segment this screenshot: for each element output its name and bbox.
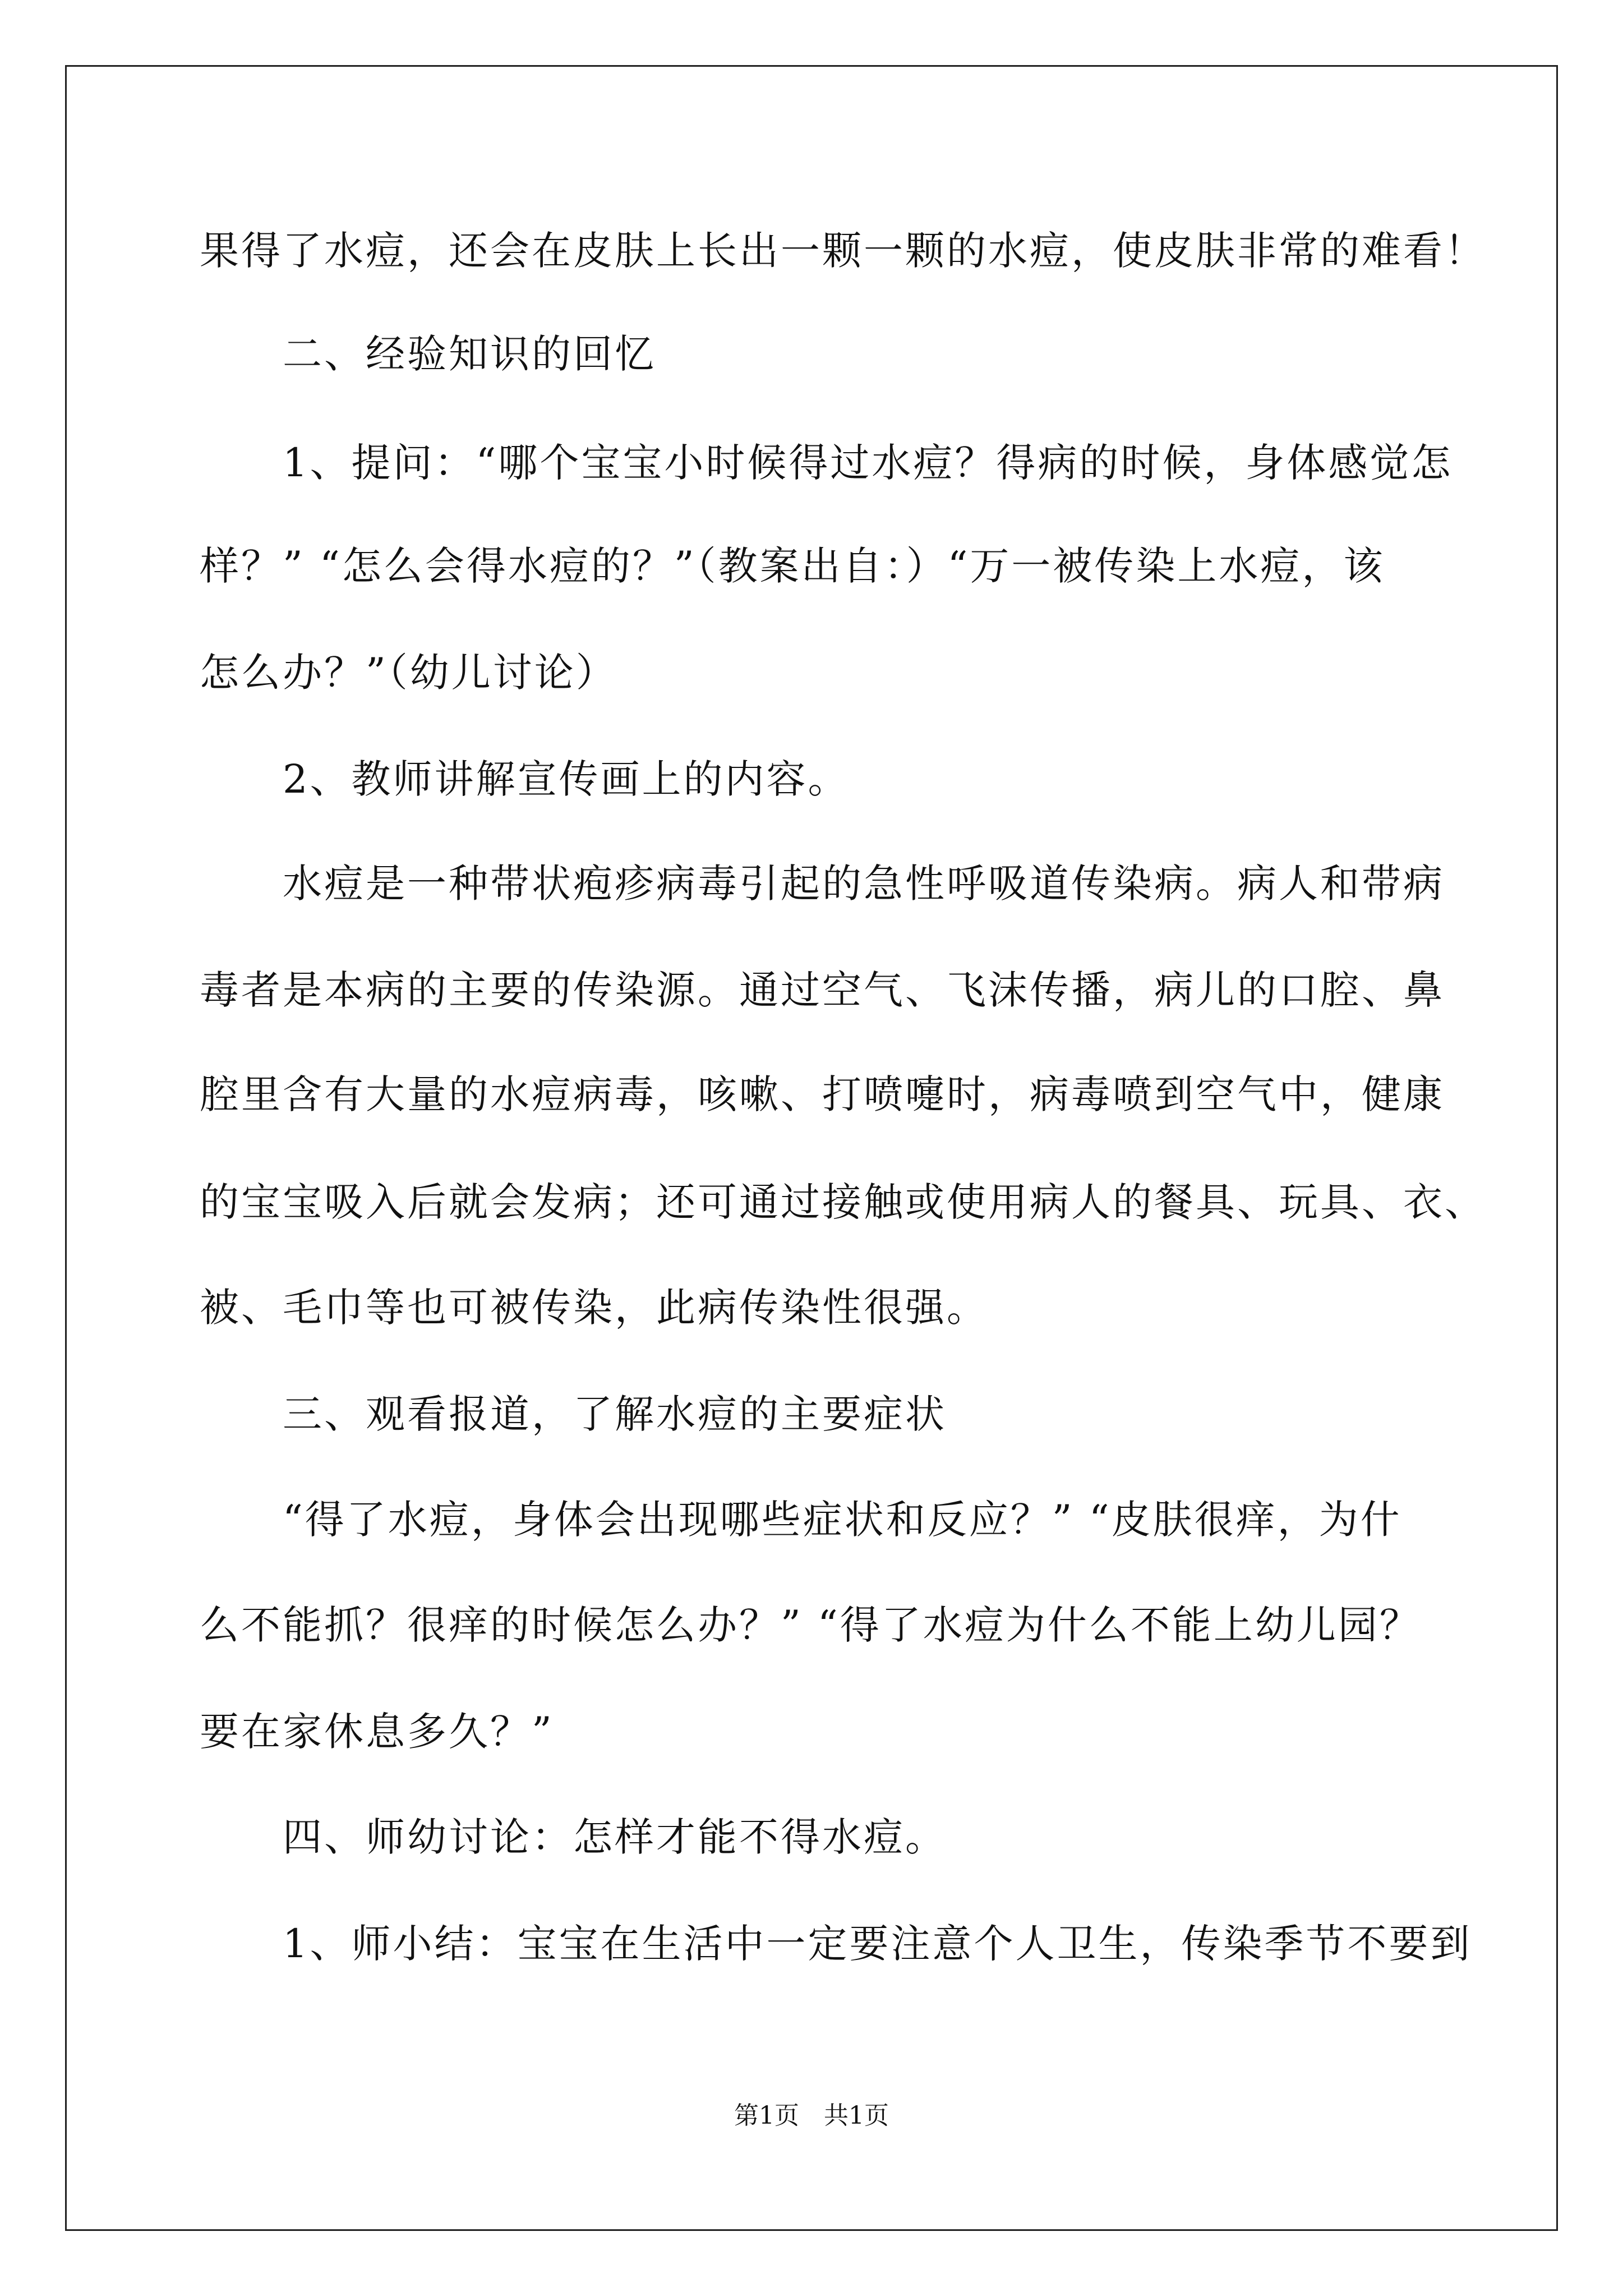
text-line: 毒者是本病的主要的传染源。通过空气、飞沫传播，病儿的口腔、鼻 xyxy=(200,967,1445,1013)
text-line: 要在家休息多久？” xyxy=(200,1709,554,1755)
text-line: 的宝宝吸入后就会发病；还可通过接触或使用病人的餐具、玩具、衣、 xyxy=(200,1179,1486,1225)
text-line: 腔里含有大量的水痘病毒，咳嗽、打喷嚏时，病毒喷到空气中，健康 xyxy=(200,1071,1445,1117)
page-footer: 第1页 共1页 xyxy=(734,2101,889,2130)
text-line: 1、提问：“哪个宝宝小时候得过水痘？得病的时候，身体感觉怎 xyxy=(283,440,1453,486)
text-line: 2、教师讲解宣传画上的内容。 xyxy=(283,756,850,802)
text-line: 样？” “怎么会得水痘的？”（教案出自：）“万一被传染上水痘，该 xyxy=(200,543,1385,589)
text-line: 怎么办？”（幼儿讨论） xyxy=(200,650,617,696)
page-border xyxy=(65,65,1558,2231)
section-heading: 三、观看报道，了解水痘的主要症状 xyxy=(283,1391,947,1437)
text-line: 么不能抓？很痒的时候怎么办？” “得了水痘为什么不能上幼儿园？ xyxy=(200,1602,1421,1648)
text-line: 水痘是一种带状疱疹病毒引起的急性呼吸道传染病。病人和带病 xyxy=(283,861,1445,907)
text-line: 果得了水痘，还会在皮肤上长出一颗一颗的水痘，使皮肤非常的难看！ xyxy=(200,228,1486,274)
text-line: 被、毛巾等也可被传染，此病传染性很强。 xyxy=(200,1285,988,1331)
text-line: “得了水痘，身体会出现哪些症状和反应？” “皮肤很痒，为什 xyxy=(283,1497,1402,1543)
section-heading: 四、师幼讨论：怎样才能不得水痘。 xyxy=(283,1814,947,1860)
text-line: 1、师小结：宝宝在生活中一定要注意个人卫生，传染季节不要到 xyxy=(283,1921,1472,1967)
section-heading: 二、经验知识的回忆 xyxy=(283,331,656,377)
